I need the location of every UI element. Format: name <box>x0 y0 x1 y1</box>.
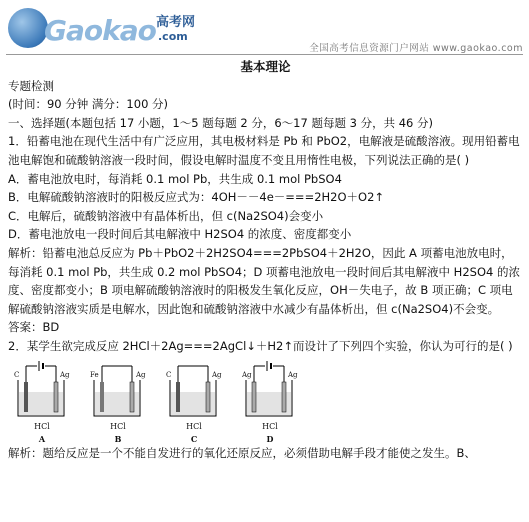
q1-option-a: A．蓄电池放电时，每消耗 0.1 mol Pb，共生成 0.1 mol PbSO4 <box>8 171 342 186</box>
cell-a-right-electrode: Ag <box>60 370 70 379</box>
header-divider <box>6 54 523 55</box>
logo-cn-text: 高考网 <box>156 15 196 30</box>
q1-answer: 答案：BD <box>8 320 60 335</box>
cell-d-electrolyte: HCl <box>262 421 278 431</box>
cell-b-label: B <box>114 433 122 444</box>
section-heading: 专题检测 <box>8 78 54 93</box>
logo-globe-icon <box>8 8 48 48</box>
cell-d-label: D <box>266 433 274 444</box>
logo-brand-text: Gaokao <box>44 14 156 47</box>
cell-b-left-electrode: Fe <box>90 370 99 379</box>
q1-option-b: B．电解硫酸钠溶液时的阳极反应式为：4OH－－4e－===2H2O＋O2↑ <box>8 190 385 205</box>
part-heading: 一、选择题(本题包括 17 小题，1～5 题每题 2 分，6～17 题每题 3 分，共 46 分) <box>8 115 434 130</box>
cell-c-electrolyte: HCl <box>186 421 202 431</box>
cell-c-left-electrode: C <box>166 370 172 379</box>
cell-d-right-electrode: Ag <box>288 370 298 379</box>
exam-time: (时间：90 分钟 满分：100 分) <box>8 97 169 112</box>
diagram-a <box>12 358 72 444</box>
q1-stem: 1．铅蓄电池在现代生活中有广泛应用，其电极材料是 Pb 和 PbO2，电解液是硫酸溶液。现用铅蓄电池电解饱和硫酸钠溶液一段时间，假设电解时温度不变且用惰性电极，下列说法正确的是( ) <box>8 134 520 167</box>
q1-option-c: C．电解后，硫酸钠溶液中有晶体析出，但 c(Na2SO4)会变小 <box>8 208 324 223</box>
diagram-c <box>164 358 224 444</box>
q1-option-d: D．蓄电池放电一段时间后其电解液中 H2SO4 的浓度、密度都变小 <box>8 227 352 242</box>
cell-a-label: A <box>38 433 46 444</box>
diagram-b <box>88 358 148 444</box>
cell-c-right-electrode: Ag <box>212 370 222 379</box>
cell-d-left-electrode: Ag <box>242 370 252 379</box>
q1-analysis: 解析：铅蓄电池总反应为 Pb＋PbO2＋2H2SO4===2PbSO4＋2H2O，因此 A 项蓄电池放电时，每消耗 0.1 mol Pb，共生成 0.2 mol PbSO4；D 项蓄电池放电一段时间后其电解液中 H2SO4 的浓度、密度都变小；B 项电解硫酸钠溶液时的阳极发生氧化反应，OH－失电子，故 B 项正确；C 项电解硫酸钠溶液实质是电解水，因此饱和硫酸钠溶液中水减少有晶体析出，但 c(Na2SO4)不会变。 <box>8 245 520 316</box>
q2-analysis: 解析：题给反应是一个不能自发进行的氧化还原反应，必须借助电解手段才能使之发生。B、 <box>8 445 476 460</box>
cell-a-left-electrode: C <box>14 370 20 379</box>
site-slogan: 全国高考信息资源门户网站 www.gaokao.com <box>309 43 523 54</box>
diagram-d <box>240 358 300 444</box>
cell-b-electrolyte: HCl <box>110 421 126 431</box>
cell-a-electrolyte: HCl <box>34 421 50 431</box>
cell-c-label: C <box>190 433 198 444</box>
cell-b-right-electrode: Ag <box>136 370 146 379</box>
gaokao-logo[interactable] <box>8 6 198 50</box>
page-title: 基本理论 <box>240 59 291 74</box>
document-body <box>8 58 523 462</box>
q2-stem: 2．某学生欲完成反应 2HCl＋2Ag===2AgCl↓＋H2↑而设计了下列四个实验，你认为可行的是( ) <box>8 338 513 353</box>
electrolysis-diagrams <box>8 358 523 444</box>
site-header <box>0 0 529 56</box>
logo-com-text: .com <box>158 30 188 43</box>
